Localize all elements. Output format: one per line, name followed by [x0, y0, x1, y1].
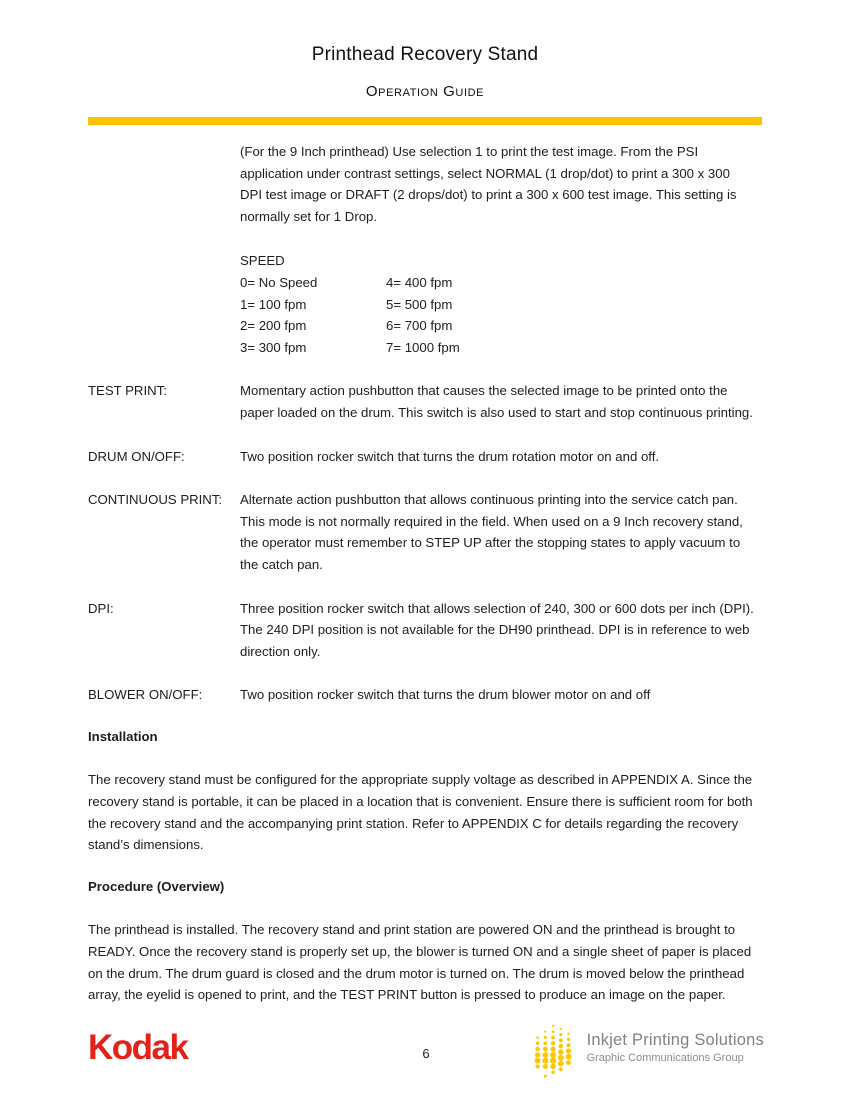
- page-subtitle: Operation Guide: [365, 83, 485, 100]
- speed-table: [240, 250, 762, 358]
- page-footer: [88, 1022, 764, 1092]
- speed-heading: SPEED: [240, 253, 285, 269]
- definition-description: Momentary action pushbutton that causes the selected image to be printed onto the paper loaded on the drum. This switch is also used to start and stop continuous printing.: [240, 383, 753, 420]
- definition-row: [88, 446, 762, 468]
- speed-row: [240, 272, 762, 294]
- section-body-installation: The recovery stand must be configured for the appropriate supply voltage as described in APPENDIX A. Since the recovery stand is portable, it can be placed in a location that is convenient. Ensure there is sufficient room for both the recovery stand and the accompanying print station. Refer to APPENDIX C for details regarding the recovery stand’s dimensions.: [88, 772, 753, 853]
- section-heading-procedure: Procedure (Overview): [88, 878, 225, 894]
- definition-term: BLOWER ON/OFF:: [88, 687, 203, 703]
- speed-cell: 3= 300 fpm: [240, 339, 307, 355]
- intro-paragraph: (For the 9 Inch printhead) Use selection 1 to print the test image. From the PSI application under contrast settings, select NORMAL (1 drop/dot) to print a 300 x 300 DPI test image or DRAFT (2 drops/dot) to print a 300 x 600 test image. This setting is normally set for 1 Drop.: [240, 144, 737, 224]
- definition-row: [88, 684, 762, 706]
- speed-cell: 2= 200 fpm: [240, 318, 307, 334]
- definition-row: [88, 380, 762, 423]
- speed-row: [240, 315, 762, 337]
- definition-term: DRUM ON/OFF:: [88, 448, 185, 464]
- definition-term: TEST PRINT:: [88, 383, 167, 399]
- definition-description: Two position rocker switch that turns the drum rotation motor on and off.: [240, 448, 660, 464]
- speed-cell: 0= No Speed: [240, 274, 318, 290]
- page-number: 6: [422, 1046, 430, 1061]
- definition-row: [88, 489, 762, 575]
- section-heading-installation: Installation: [88, 728, 158, 744]
- speed-cell: 5= 500 fpm: [386, 296, 453, 312]
- org-subname: Graphic Communications Group: [586, 1052, 744, 1064]
- definition-row: [88, 598, 762, 663]
- org-logo: [532, 1022, 764, 1085]
- section-body-procedure: The printhead is installed. The recovery stand and print station are powered ON and the printhead is brought to READY. Once the recovery stand is properly set up, the blower is turned ON and a single sheet of paper is placed on the drum. The drum guard is closed and the drum motor is turned on. The drum is moved below the printhead array, the eyelid is opened to print, and the TEST PRINT button is pressed to produce an image on the paper.: [88, 922, 752, 1003]
- page-title: Printhead Recovery Stand: [311, 44, 539, 65]
- document-header: [88, 44, 762, 125]
- org-name: Inkjet Printing Solutions: [586, 1031, 764, 1049]
- definition-description: Three position rocker switch that allows selection of 240, 300 or 600 dots per inch (DPI). The 240 DPI position is not available for the DH90 printhead. DPI is in reference to web direction only.: [240, 600, 754, 659]
- halftone-dots-icon: [532, 1022, 578, 1085]
- accent-rule: [88, 117, 762, 125]
- speed-cell: 6= 700 fpm: [386, 318, 453, 334]
- speed-row: [240, 337, 762, 359]
- speed-cell: 4= 400 fpm: [386, 274, 453, 290]
- definition-description: Alternate action pushbutton that allows continuous printing into the service catch pan. This mode is not normally required in the field. When used on a 9 Inch recovery stand, the operator must remember to STEP UP after the stopping states to apply vacuum to the catch pan.: [240, 492, 743, 572]
- kodak-logo: Kodak: [88, 1028, 188, 1067]
- definition-term: CONTINUOUS PRINT:: [88, 492, 223, 508]
- speed-cell: 1= 100 fpm: [240, 296, 307, 312]
- definition-description: Two position rocker switch that turns the drum blower motor on and off: [240, 687, 651, 703]
- definition-term: DPI:: [88, 600, 114, 616]
- speed-row: [240, 294, 762, 316]
- org-text: [587, 1022, 764, 1064]
- speed-cell: 7= 1000 fpm: [386, 339, 460, 355]
